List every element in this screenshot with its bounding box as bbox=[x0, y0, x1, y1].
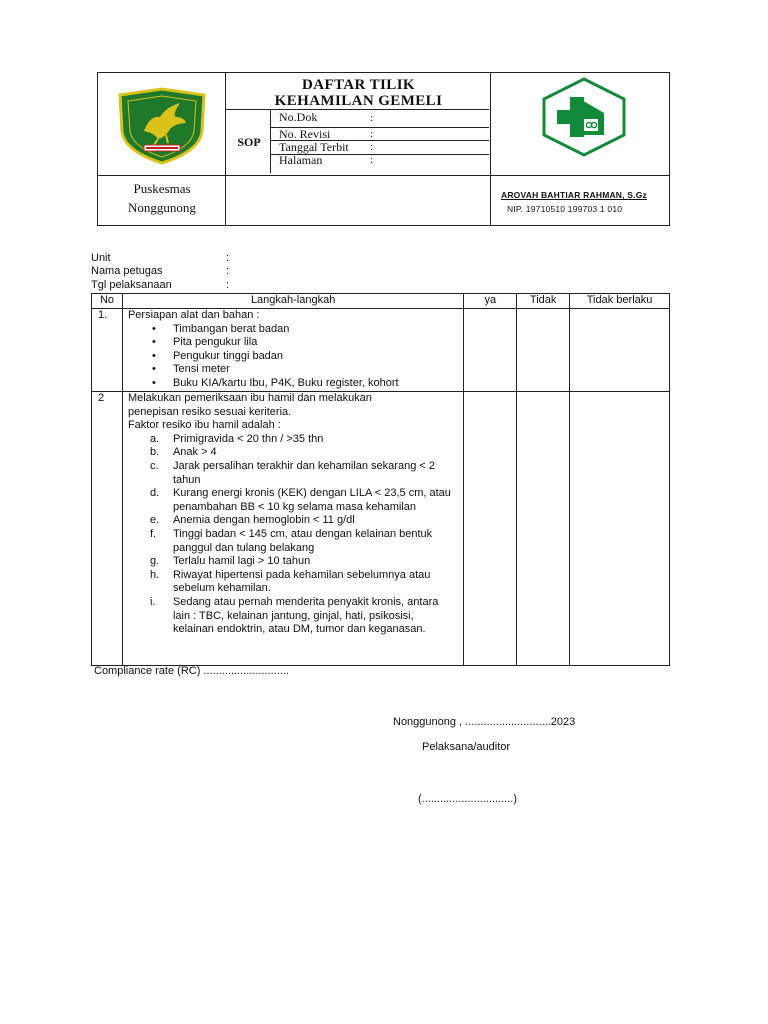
list-item bbox=[150, 433, 453, 447]
info-colon: : bbox=[226, 252, 230, 264]
list-item bbox=[150, 528, 453, 555]
meta-label-no-dok: No.Dok bbox=[279, 110, 318, 124]
check-cell-tidak-berlaku[interactable] bbox=[570, 309, 670, 392]
list-text: Riwayat hipertensi pada kehamilan sebelumnya atau sebelum kehamilan. bbox=[172, 568, 431, 595]
district-shield-logo-icon bbox=[114, 87, 210, 165]
list-item bbox=[150, 460, 453, 487]
compliance-rate: Compliance rate (RC) ............................ bbox=[94, 665, 289, 677]
list-marker: b. bbox=[149, 446, 160, 459]
list-item: • Pita pengukur lila bbox=[150, 336, 453, 350]
list-marker: f. bbox=[149, 527, 157, 540]
list-item bbox=[150, 487, 453, 514]
row-steps bbox=[122, 392, 463, 666]
row-number: 2 bbox=[92, 392, 123, 666]
list-marker: i. bbox=[149, 595, 156, 608]
list-marker: g. bbox=[149, 555, 160, 568]
check-cell-ya[interactable] bbox=[464, 309, 517, 392]
list-item bbox=[150, 555, 453, 569]
list-item bbox=[150, 446, 453, 460]
meta-colon: : bbox=[370, 154, 374, 166]
meta-label-no-revisi: No. Revisi bbox=[279, 127, 331, 141]
check-cell-tidak[interactable] bbox=[517, 309, 570, 392]
list-item bbox=[150, 569, 453, 596]
list-text: Kurang energi kronis (KEK) dengan LILA < 23,5 cm, atau penambahan BB < 10 kg selama masa kehamilan bbox=[172, 487, 451, 513]
step-title: Persiapan alat dan bahan : bbox=[127, 309, 260, 321]
list-item: • Timbangan berat badan bbox=[150, 323, 453, 337]
list-item: • Tensi meter bbox=[150, 363, 453, 377]
list-text: Jarak persalihan terakhir dan kehamilan sekarang < 2 tahun bbox=[172, 459, 435, 486]
info-colon: : bbox=[226, 265, 230, 277]
info-colon: : bbox=[226, 279, 230, 291]
header-steps: Langkah-langkah bbox=[122, 294, 463, 309]
header-no: No bbox=[92, 294, 123, 309]
table-header-row bbox=[92, 294, 670, 309]
list-text: Primigravida < 20 thn / >35 thn bbox=[172, 432, 324, 445]
list-marker: d. bbox=[149, 487, 160, 500]
row-number: 1. bbox=[92, 309, 123, 392]
check-cell-tidak[interactable] bbox=[517, 392, 570, 666]
equipment-list bbox=[150, 323, 453, 391]
list-text: Sedang atau pernah menderita penyakit kronis, antara lain : TBC, kelainan jantung, ginjal, hati, psikosisi, kelainan endoktrin, atau DM, tumor dan keganasan. bbox=[172, 595, 439, 636]
list-text: Anemia dengan hemoglobin < 11 g/dl bbox=[172, 514, 355, 527]
header-divider bbox=[98, 175, 669, 176]
info-label-nama-petugas: Nama petugas bbox=[91, 265, 163, 277]
meta-colon: : bbox=[370, 112, 374, 124]
list-marker: a. bbox=[149, 432, 160, 445]
check-cell-tidak-berlaku[interactable] bbox=[570, 392, 670, 666]
meta-label-tanggal-terbit: Tanggal Terbit bbox=[279, 140, 349, 154]
info-label-unit: Unit bbox=[91, 252, 111, 264]
signature-name-blank: (..............................) bbox=[418, 793, 518, 805]
head-name: AROVAH BAHTIAR RAHMAN, S.Gz bbox=[501, 190, 647, 200]
sop-label: SOP bbox=[237, 135, 261, 149]
list-text: Terlalu hamil lagi > 10 tahun bbox=[172, 555, 311, 568]
meta-label-halaman: Halaman bbox=[279, 153, 323, 167]
table-row bbox=[92, 309, 670, 392]
list-text: Tinggi badan < 145 cm, atau dengan kelainan bentuk panggul dan tulang belakang bbox=[172, 527, 433, 554]
meta-colon: : bbox=[370, 141, 374, 153]
step-subtitle: Faktor resiko ibu hamil adalah : bbox=[127, 419, 281, 432]
title-line: KEHAMILAN GEMELI bbox=[274, 93, 443, 109]
step-text: Melakukan pemeriksaan ibu hamil dan melakukan bbox=[127, 392, 372, 404]
document-header bbox=[97, 72, 670, 226]
head-nip: NIP. 19710510 199703 1 010 bbox=[507, 204, 623, 214]
list-text: Anak > 4 bbox=[172, 446, 217, 459]
puskesmas-label bbox=[98, 179, 226, 217]
list-item: • Buku KIA/kartu Ibu, P4K, Buku register, kohort bbox=[150, 377, 453, 391]
meta-colon: : bbox=[370, 128, 374, 140]
info-label-tgl-pelaksanaan: Tgl pelaksanaan bbox=[91, 279, 172, 291]
row-steps bbox=[122, 309, 463, 392]
header-tidak: Tidak bbox=[517, 294, 570, 309]
signature-role: Pelaksana/auditor bbox=[422, 741, 511, 753]
list-item: • Pengukur tinggi badan bbox=[150, 350, 453, 364]
list-marker: e. bbox=[149, 514, 160, 527]
list-marker: h. bbox=[149, 568, 160, 581]
signature-place-date: Nonggunong , ............................2023 bbox=[393, 716, 576, 728]
risk-factor-list bbox=[150, 433, 453, 637]
header-tidak-berlaku: Tidak berlaku bbox=[570, 294, 670, 309]
table-row bbox=[92, 392, 670, 666]
step-text: penepisan resiko sesuai keriteria. bbox=[127, 405, 292, 418]
list-item bbox=[150, 514, 453, 528]
header-ya: ya bbox=[464, 294, 517, 309]
list-item bbox=[150, 596, 453, 637]
puskesmas-cross-logo-icon bbox=[540, 77, 628, 157]
document-title bbox=[226, 77, 491, 109]
checklist-table bbox=[91, 293, 670, 666]
puskesmas-line: Puskesmas bbox=[133, 181, 191, 196]
title-line: DAFTAR TILIK bbox=[301, 77, 415, 93]
list-marker: c. bbox=[149, 459, 159, 472]
header-divider bbox=[225, 109, 489, 110]
puskesmas-line: Nonggunong bbox=[128, 200, 196, 215]
check-cell-ya[interactable] bbox=[464, 392, 517, 666]
